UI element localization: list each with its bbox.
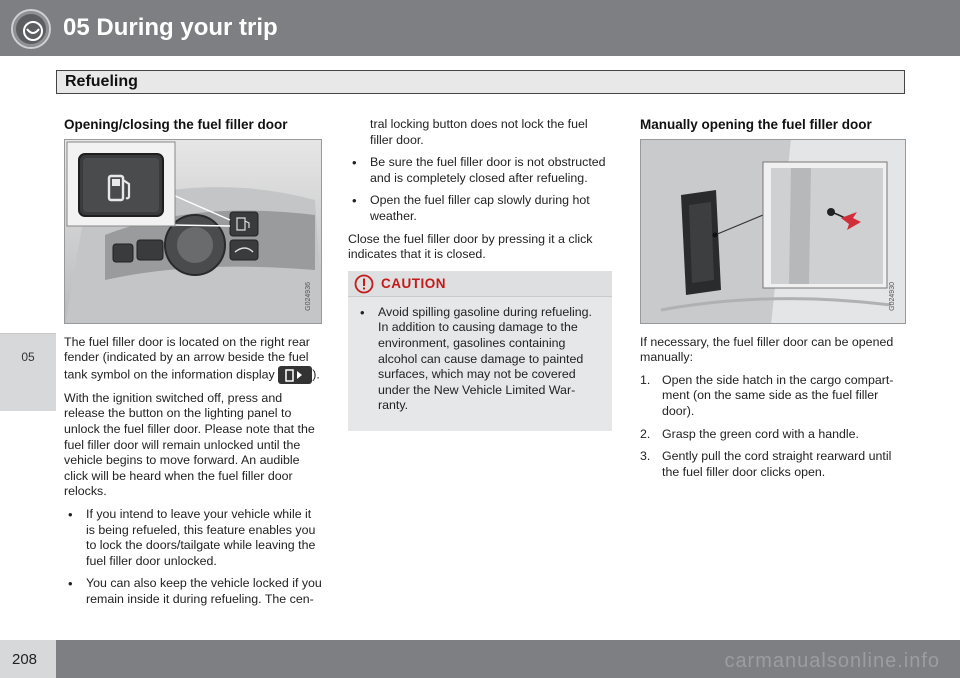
left-bullet-list [64,507,322,608]
page-number: 208 [12,651,38,668]
list-item: • You can also keep the vehicle locked if you remain inside it during refueling. The cen- [64,576,322,607]
watermark: carmanualsonline.info [724,650,940,672]
middle-column [348,117,612,431]
step-text: Open the side hatch in the cargo compart-ment (on the same side as the fuel filler door). [662,372,894,418]
chapter-title: 05 During your trip [63,14,278,41]
caution-box [348,271,612,431]
paragraph-location-end: ). [312,367,320,382]
continuation-text: tral locking button does not lock the fuel filler door. [370,117,588,147]
left-column [64,117,322,615]
steps-list [640,373,906,481]
heading-manually-opening: Manually opening the fuel filler door [640,117,872,132]
fuel-arrow-icon [278,366,312,384]
step-number: 1. [640,372,651,387]
step-item [640,427,906,443]
paragraph-location-text: The fuel filler door is located on the right rear fender (indicated by an arrow beside the fuel tank symbol on the information display [64,334,310,382]
step-text: Gently pull the cord straight rearward until the fuel filler door clicks open. [662,449,892,479]
caution-header [348,271,612,297]
step-text: Grasp the green cord with a handle. [662,426,859,441]
middle-bullet-list [348,155,612,224]
figure-cargo-hatch [640,139,906,324]
cargo-hatch-illustration [641,140,906,324]
paragraph-close-door: Close the fuel filler door by pressing it a click indicates that it is closed. [348,231,593,262]
paragraph-intro: If necessary, the fuel filler door can be opened manually: [640,334,894,365]
heading-opening-closing: Opening/closing the fuel filler door [64,117,288,132]
list-item: • Avoid spilling gasoline during refueling. In addition to causing damage to the environment, gasolines containing alcohol can cause damage to painted surfaces, which may not be covered under the New Vehicle Limited War-ranty. [356,305,604,414]
step-number: 2. [640,426,651,441]
caution-title: CAUTION [381,275,446,291]
step-item [640,373,906,420]
figure-code: G024930 [889,281,897,311]
volvo-logo-icon [11,9,51,49]
right-column [640,117,906,487]
caution-icon [354,274,374,294]
step-item [640,449,906,480]
figure-code: G024936 [305,281,313,311]
section-title: Refueling [65,73,138,90]
list-item: • If you intend to leave your vehicle while it is being refueled, this feature enables you to lock the doors/tailgate while leaving the fuel filler door unlocked. [64,507,322,569]
chapter-side-tab [0,333,56,411]
step-number: 3. [640,449,651,464]
lighting-panel-illustration [65,140,322,324]
figure-lighting-panel [64,139,322,324]
paragraph-ignition: With the ignition switched off, press and release the button on the lighting panel to unlock the fuel filler door. Please note that the fuel filler door will remain unlocked until the vehicle begins to move forward. An audible click will be heard when the fuel filler door relocks. [64,390,315,499]
paragraph-location [64,335,322,384]
fuel-pump-icon [106,170,136,204]
side-tab-label: 05 [21,350,35,364]
section-header [56,70,905,94]
list-item: • Open the fuel filler cap slowly during hot weather. [348,193,612,224]
list-item: • Be sure the fuel filler door is not obstructed and is completely closed after refueling. [348,155,612,186]
caution-bullet-list [348,297,612,414]
